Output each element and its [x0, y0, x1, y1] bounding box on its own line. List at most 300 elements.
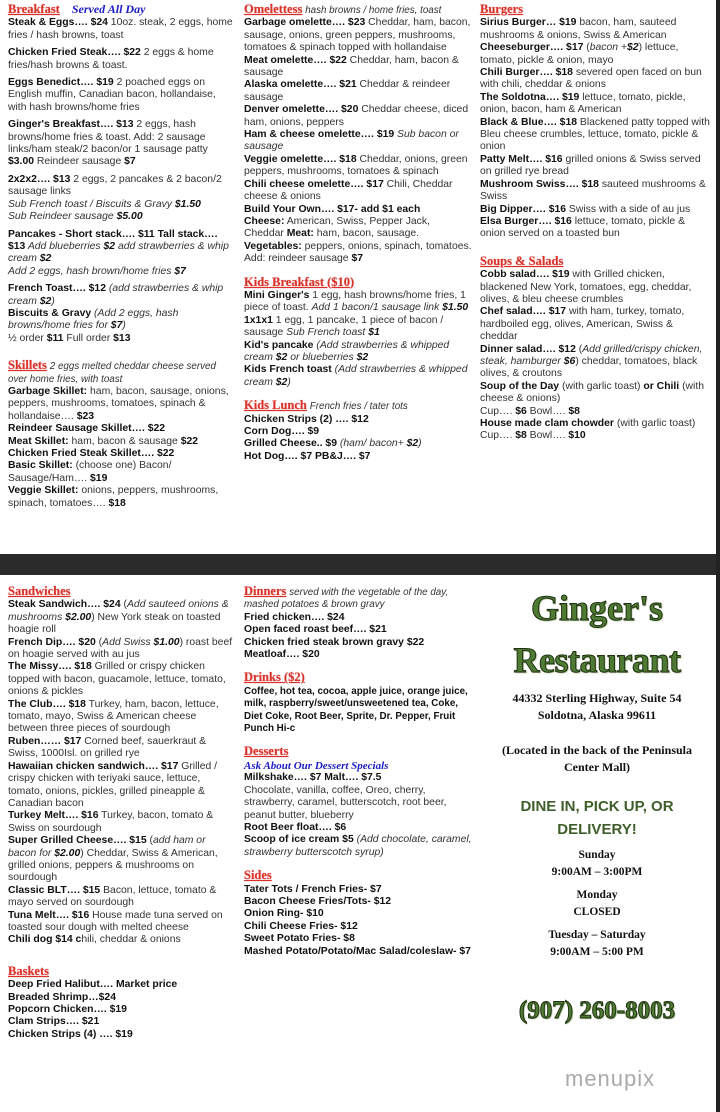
hours-entry [478, 887, 716, 921]
menu-item-text: $1.50 [174, 198, 201, 210]
service-line1: DINE IN, PICK UP, OR [520, 798, 674, 815]
menu-item [8, 661, 236, 698]
menu-item [8, 1029, 236, 1041]
menu-item-text: 1 egg, 1 pancake, 1 piece of bacon / sausage [244, 314, 444, 339]
menu-item-text: ½ order [8, 332, 47, 344]
menu-item-text: (with garlic toast) [613, 418, 696, 429]
menu-item-text: bacon + [589, 42, 627, 54]
menu-item [244, 129, 472, 154]
menu-item-text: (Add 2 eggs, hash browns/home fries for [8, 307, 179, 332]
menu-item [480, 216, 710, 241]
menu-item [8, 599, 236, 636]
phone-number[interactable]: (907) 260-8003 [518, 997, 676, 1024]
menu-item [8, 119, 236, 169]
menu-item [8, 460, 236, 485]
menu-section [480, 255, 710, 443]
menu-item-text: The Soldotna…. $19 [480, 91, 580, 103]
menu-item-text: (with cheese & onions) [480, 380, 705, 405]
menu-item-text: Cup…. [480, 405, 516, 417]
menu-item-text: $7 [174, 265, 186, 277]
menu-item-text: Dinner salad…. $12 [480, 343, 576, 355]
menu-item [244, 896, 472, 908]
menu-item-text: Sirius Burger… $19 [480, 17, 577, 29]
section-title: Burgers [480, 2, 524, 16]
menu-item-text: Chili dog $14 c [8, 934, 82, 946]
section-header [8, 359, 236, 386]
menu-item-text: (Add strawberries & whipped cream [244, 339, 450, 363]
section-title: Soups & Salads [480, 253, 564, 268]
menu-item-text: add strawberries & whip cream [8, 240, 229, 265]
menu-section [8, 359, 236, 510]
menu-item-text: Garbage omelette…. $23 [244, 17, 366, 29]
menu-item [244, 624, 472, 636]
menu-item-text: Add Swiss [102, 636, 154, 648]
section-title: Dinners [244, 584, 287, 598]
menu-item-text: $2 [103, 240, 116, 252]
menu-item-text: Garbage Skillet: [8, 385, 88, 397]
menu-item-text: $7 [351, 253, 364, 265]
menu-item [8, 736, 236, 761]
top-column-2 [244, 3, 472, 473]
menu-item-text: Turkey, ham, bacon, lettuce, tomato, mayo, Swiss & American cheese between three pieces of sourdough [8, 698, 219, 735]
hours-time: CLOSED [573, 906, 621, 918]
menu-item-text: bacon, ham, sauteed mushrooms & onions, Swiss & American [480, 17, 677, 41]
menu-item [8, 485, 236, 510]
menu-item-text: Sub bacon or sausage [244, 129, 459, 153]
watermark-logo: menupix [565, 1066, 656, 1091]
menu-item [244, 686, 472, 736]
section-header [244, 745, 472, 772]
menu-item-text: $22 [180, 435, 199, 447]
section-header [480, 3, 710, 17]
menu-item-text: Cheeseburger…. $17 [480, 42, 584, 54]
menu-item [244, 649, 472, 661]
menu-item-text: ( [95, 636, 103, 648]
menu-item-text: Cheddar, ham, bacon & sausage [244, 54, 459, 79]
menu-item [8, 436, 236, 448]
opening-hours [478, 847, 716, 961]
menu-item [244, 290, 472, 315]
menu-item-text: Chicken fried steak brown gravy $22 [244, 636, 425, 648]
hours-time: 9:00AM – 3:00PM [551, 866, 643, 878]
menu-item-text: $2 [627, 42, 639, 54]
menu-item-text: Bacon, lettuce, tomato & mayo served on sourdough [8, 884, 217, 909]
section-title: Sandwiches [8, 584, 71, 598]
menu-item-text: Veggie omelette…. $18 [244, 153, 357, 165]
menu-section [8, 965, 236, 1041]
menu-item-text: ) cheddar, tomatoes, black olives, & croutons [480, 355, 698, 380]
menu-item-text: Mashed Potato/Potato/Mac Salad/coleslaw- $7 [244, 945, 471, 957]
menu-item [8, 885, 236, 910]
menu-item-text: Coffee, hot tea, cocoa, apple juice, orange juice, milk, raspberry/sweet/unsweetened tea, Coke, Diet Coke, Root Beer, Sprite, Dr. Pepper, Fruit Punch Hi-c [244, 685, 468, 735]
section-title: Drinks ($2) [244, 670, 305, 685]
section-header [480, 255, 710, 269]
menu-item [244, 154, 472, 179]
menu-section [244, 3, 472, 266]
menu-item-text: $6 [515, 405, 527, 417]
menu-item-text: Chili, Cheddar cheese & onions [244, 178, 453, 203]
menu-item-text: Sub French toast [286, 327, 369, 339]
menu-item-text: Tuna Melt…. $16 [8, 909, 90, 921]
menu-item-text: or blueberries [287, 351, 357, 363]
menu-item-text: Fried chicken…. $24 [244, 611, 345, 623]
menu-item-text: Ham & cheese omelette…. $19 [244, 129, 395, 141]
menu-item [480, 204, 710, 216]
menu-item [480, 92, 710, 117]
menu-item-text: Tater Tots / French Fries- $7 [244, 883, 382, 895]
menu-item-text: Chili Cheese Fries- $12 [244, 920, 358, 932]
page-edge [716, 0, 720, 1112]
menu-page-top [0, 0, 716, 554]
menu-item [244, 414, 472, 426]
restaurant-name-line2: Restaurant [513, 640, 681, 680]
menu-item-text: $3.00 [8, 156, 35, 168]
menu-item-text: $1.50 [442, 302, 469, 314]
bottom-column-2 [244, 585, 472, 968]
menu-item-text: (add strawberries & whip cream [8, 283, 224, 307]
location-note-line2: Center Mall) [563, 760, 631, 774]
menu-item-text: hili, cheddar & onions [81, 934, 181, 946]
menu-item-text: ( [120, 599, 127, 611]
menu-item-text: $2 [39, 295, 52, 307]
hours-day: Monday [576, 889, 618, 901]
menu-item-text: Open faced roast beef…. $21 [244, 624, 387, 636]
menu-item-text: Eggs Benedict…. $19 [8, 77, 114, 89]
page-divider [0, 554, 720, 575]
menu-item-text: Cup…. [480, 430, 516, 442]
section-subtitle: Ask About Our Dessert Specials [244, 759, 389, 772]
menu-item-text: Chicken Fried Steak Skillet…. $22 [8, 448, 175, 459]
menu-section [8, 585, 236, 947]
menu-item-text: Steak Sandwich…. $24 [8, 599, 121, 611]
menu-item [244, 315, 472, 340]
section-header [244, 399, 472, 413]
menu-item-text: Corn Dog…. $9 [244, 426, 320, 437]
menu-item-text: Clam Strips…. $21 [8, 1016, 100, 1028]
top-column-1 [8, 3, 236, 519]
section-subtitle: hash browns / home fries, toast [305, 5, 442, 16]
menu-item [8, 386, 236, 423]
section-subtitle: Served All Day [71, 2, 146, 16]
menu-item-text: peppers, onions, spinach, tomatoes. Add: reindeer sausage [244, 240, 472, 265]
menu-item-text: $10 [568, 430, 586, 442]
menu-item-text: Onion Ring- $10 [244, 908, 324, 920]
menu-item-text: Sub Reindeer sausage [8, 211, 117, 223]
menu-item-text: lettuce, tomato, pickle, onion, bacon, ham & American [480, 91, 686, 116]
menu-item-text: Sweet Potato Fries- $8 [244, 933, 355, 945]
hours-time: 9:00AM – 5:00 PM [550, 946, 644, 958]
section-title: Kids Breakfast ($10) [244, 274, 355, 289]
menu-item-text: Reindeer Sausage Skillet…. $22 [8, 423, 166, 435]
menu-item-text: Big Dipper…. $16 [480, 203, 567, 215]
menu-item [8, 810, 236, 835]
location-note-line1: (Located in the back of the Peninsula [501, 743, 692, 757]
section-header [244, 585, 472, 612]
menu-item-text: Steak & Eggs…. $24 [8, 17, 108, 29]
menu-item [244, 884, 472, 896]
section-header [8, 3, 236, 17]
menu-item [244, 834, 472, 859]
menu-item-text: $18 [108, 497, 126, 509]
menu-item-text: Scoop of ice cream $5 [244, 834, 354, 846]
menu-item-text: 10oz. steak, 2 eggs, home fries / hash browns, toast [8, 17, 233, 41]
section-title: Baskets [8, 963, 49, 978]
menu-item [8, 448, 236, 460]
menu-item-text: Kid's pancake [244, 339, 314, 351]
menu-item-text: Black & Blue…. $18 [480, 116, 578, 128]
menu-item-text: Cheddar, onions, green peppers, mushrooms, tomatoes & spinach [244, 153, 468, 178]
menu-item [244, 933, 472, 945]
menu-item [8, 174, 236, 224]
menu-item-text: $8 [515, 430, 527, 442]
menu-item-text: $8 [568, 405, 580, 417]
menu-item-text: House made clam chowder [480, 418, 614, 429]
menu-section [244, 399, 472, 463]
menu-item [8, 761, 236, 811]
menu-item-text: Root Beer float…. $6 [244, 821, 347, 833]
hours-day: Sunday [578, 849, 616, 861]
section-title: Skillets [8, 358, 47, 373]
menu-item-text: $2 [275, 376, 288, 388]
top-column-3 [480, 3, 710, 457]
menu-item-text: Add grilled/crispy chicken, steak, hamburger [480, 343, 703, 367]
menu-item-text: ham, bacon, sausage. [313, 228, 420, 240]
menu-item-text: Full order [63, 332, 114, 344]
menu-item-text: Soup of the Day [480, 380, 560, 392]
menu-item-text: Build Your Own…. $17- add $1 each [244, 203, 421, 215]
menu-item-text: Add blueberries [25, 240, 104, 252]
menu-item [244, 451, 472, 463]
menu-item-text: Chili Burger…. $18 [480, 67, 573, 79]
menu-item-text: Veggie Skillet: [8, 485, 79, 497]
menu-item-text: $1 [368, 327, 380, 339]
menu-item-text: ) [122, 320, 126, 332]
restaurant-name-line1: Ginger's [531, 588, 663, 628]
menu-item-text: Super Grilled Cheese…. $15 [8, 835, 147, 847]
menu-item-text: $7 [124, 156, 136, 168]
menu-item-text: Breaded Shrimp…$24 [8, 991, 116, 1003]
menu-item [244, 772, 472, 784]
menu-item [8, 308, 236, 345]
section-header [244, 869, 472, 883]
menu-item [480, 344, 710, 381]
menu-item [8, 699, 236, 736]
address-line2: Soldotna, Alaska 99611 [537, 708, 657, 722]
menu-item-text: ) [51, 295, 55, 307]
menu-item [8, 910, 236, 935]
menu-item-text: House made tuna served on toasted sour dough with melted cheese [8, 909, 223, 933]
menu-item [480, 418, 710, 443]
menu-item [8, 637, 236, 662]
menu-item-text: $7 [110, 320, 123, 332]
section-header [8, 585, 236, 599]
menu-item-text: ) roast beef on hoagie served with au jus [8, 636, 233, 661]
menu-section [244, 869, 472, 958]
menu-item-text: $11 [46, 332, 64, 344]
menu-item-text: grilled onions & Swiss served on grilled rye bread [480, 153, 701, 178]
menu-item-text: $2.00 [65, 611, 92, 623]
menu-item [8, 17, 236, 42]
menu-item-text: Grilled Cheese.. $9 [244, 438, 337, 450]
menu-item [8, 423, 236, 435]
section-subtitle: served with the vegetable of the day, mashed potatoes & brown gravy [244, 587, 449, 611]
menu-item-text: Vegetables: [244, 240, 302, 252]
menu-item-text: Classic BLT…. $15 [8, 884, 101, 896]
menu-item-text: Elsa Burger…. $16 [480, 215, 572, 227]
restaurant-info [478, 588, 716, 1025]
menu-item-text: Denver omelette…. $20 [244, 104, 359, 116]
menu-item-text: Popcorn Chicken…. $19 [8, 1004, 127, 1015]
menu-item [8, 77, 236, 114]
menu-item-text: ) [287, 376, 291, 388]
hours-entry [478, 847, 716, 881]
menu-item-text: ham, bacon, sausage, onions, peppers, mushrooms, tomatoes, spinach & hollandaise…. [8, 385, 229, 422]
menu-item-text: Sub French toast / Biscuits & Gravy [8, 198, 175, 210]
menu-item-text: Meat: [286, 228, 314, 240]
menu-item-text: Chili cheese omelette…. $17 [244, 178, 384, 190]
menu-item-text: Turkey, bacon, tomato & Swiss on sourdough [8, 810, 214, 834]
section-title: Desserts [244, 744, 289, 759]
menu-item [244, 438, 472, 450]
menu-item-text: Add sauteed onions & mushrooms [8, 599, 229, 623]
menu-item [244, 340, 472, 365]
menu-item [244, 364, 472, 389]
menu-item [480, 269, 710, 306]
menu-item-text: 2 eggs, hash browns/home fries & toast. Add: 2 sausage links/ham steak/2 bacon/or 1 sausage patty [8, 119, 208, 156]
section-header [244, 671, 472, 685]
menu-item-text: Ginger's Breakfast…. $13 [8, 119, 134, 131]
menu-item-text: Hot Dog…. $7 PB&J…. $7 [244, 450, 371, 462]
menu-item-text: $13 [113, 332, 131, 344]
menu-item-text: ) [418, 438, 422, 450]
menu-section [244, 276, 472, 390]
menu-item-text: 1 egg, hash browns/home fries, 1 piece of toast. [244, 289, 466, 314]
menu-item-text: Deep Fried Halibut…. Market price [8, 979, 178, 991]
section-header [244, 3, 472, 17]
menu-section [244, 745, 472, 859]
menu-item-text: The Club…. $18 [8, 698, 86, 710]
section-title: Sides [244, 868, 272, 883]
menu-item-text: 2 eggs & home fries/hash browns & toast. [8, 47, 214, 71]
menu-item-text: ham, bacon & sausage [68, 435, 181, 447]
menu-item-text: or Chili [643, 380, 680, 392]
menu-item [480, 306, 710, 343]
menu-item-text: Reindeer sausage [34, 156, 125, 168]
menu-item-text: $6 [563, 355, 576, 367]
menu-item [244, 241, 472, 266]
menu-item-text: sauteed mushrooms & Swiss [480, 178, 706, 203]
menu-item [244, 612, 472, 624]
menu-item-text: $19 [90, 472, 108, 484]
menu-item-text: Meatloaf…. $20 [244, 649, 320, 661]
menu-item-text: Chicken Strips (2) …. $12 [244, 413, 369, 425]
menu-item-text: Bacon Cheese Fries/Tots- $12 [244, 895, 392, 907]
menu-item-text: Blackened patty topped with Bleu cheese crumbles, lettuce, tomato, pickle & onion [480, 116, 710, 153]
menu-item [480, 117, 710, 154]
menu-item-text: $2 [406, 438, 419, 450]
menu-item-text: Kids French toast [244, 364, 332, 376]
menu-item-text: lettuce, tomato, pickle & onion served on a toasted bun [480, 215, 686, 240]
menu-item-text: Bowl…. [526, 405, 569, 417]
menu-item-text: add ham or bacon for [8, 835, 206, 859]
menu-item-text: $5.00 [116, 211, 143, 223]
menu-item-text: $2 [39, 253, 52, 265]
menu-item-text: Chocolate, vanilla, coffee, Oreo, cherry, strawberry, caramel, butterscotch, root beer, peanut butter, blueberry [244, 784, 447, 821]
menu-item-text: Chef salad…. $17 [480, 306, 567, 318]
menu-item-text: ) lettuce, tomato, pickle & onion, mayo [480, 42, 679, 66]
section-header [244, 276, 472, 290]
section-header [8, 965, 236, 979]
menu-item-text: American, Swiss, Pepper Jack, Cheddar [244, 215, 430, 240]
menu-item [244, 104, 472, 129]
menu-item [244, 79, 472, 104]
section-subtitle: 2 eggs melted cheddar cheese served over home fries, with toast [8, 361, 216, 385]
service-line2: DELIVERY! [557, 821, 637, 838]
menu-item [244, 785, 472, 822]
section-subtitle: French fries / tater tots [309, 401, 408, 413]
menu-item-text: Meat Skillet: [8, 435, 69, 447]
menu-item [244, 426, 472, 438]
menu-item-text: ( [583, 42, 590, 54]
menu-item-text: with Grilled chicken, blackened New York, tomatoes, egg, cheddar, olives, & bleu cheese crumbles [480, 269, 692, 305]
menu-item-text: (ham/ bacon+ [336, 438, 407, 450]
menu-item [244, 908, 472, 920]
menu-item-text: Cheddar cheese, diced ham, onions, peppers [244, 104, 469, 128]
menu-item [480, 67, 710, 92]
menu-item-text: (choose one) Bacon/ Sausage/Ham…. [8, 460, 172, 484]
menu-item-text: Meat omelette…. $22 [244, 54, 347, 66]
menu-item-text: $2 [356, 351, 369, 363]
menu-item-text: $1.00 [153, 636, 180, 648]
section-title: Kids Lunch [244, 398, 307, 413]
menu-item-text: Corned beef, sauerkraut & Swiss, 1000Isl. on grilled rye [8, 735, 207, 760]
menu-item-text: Add 2 eggs, hash brown/home fries [8, 265, 175, 277]
menu-item-text: $2.00 [54, 847, 81, 859]
menu-item-text: Milkshake…. $7 Malt…. $7.5 [244, 772, 382, 784]
menu-item-text: $2 [275, 351, 288, 363]
menu-item [244, 55, 472, 80]
menu-item-text: Mushroom Swiss…. $18 [480, 178, 599, 190]
menu-item [244, 921, 472, 933]
menu-item-text: 2x2x2…. $13 [8, 173, 71, 185]
menu-item [244, 946, 472, 958]
menu-item-text: Grilled or crispy chicken topped with bacon, guacamole, lettuce, tomato, onions & pickles [8, 661, 226, 698]
menu-item [244, 17, 472, 54]
menu-item-text: Bowl…. [526, 430, 569, 442]
menu-item-text: Cheddar & reindeer sausage [244, 79, 451, 103]
menu-item-text: Chicken Strips (4) …. $19 [8, 1028, 133, 1040]
menu-item [480, 381, 710, 418]
menu-item [8, 979, 236, 991]
menu-item [8, 229, 236, 279]
menu-item-text: Basic Skillet: [8, 460, 73, 472]
menu-item-text: ) Cheddar, Swiss & American, grilled onions, peppers & mushrooms on sourdough [8, 847, 218, 884]
menu-item-text: Swiss with a side of au jus [566, 203, 691, 215]
menu-item [480, 179, 710, 204]
menu-item-text: Pancakes - Short stack…. $11 Tall stack…. $13 [8, 228, 218, 252]
menu-item [244, 179, 472, 204]
menu-item [8, 1016, 236, 1028]
menu-item [244, 637, 472, 649]
menu-item-text: ( [146, 835, 153, 847]
menu-item [8, 1004, 236, 1016]
menu-item-text: Patty Melt…. $16 [480, 153, 563, 165]
menu-item [244, 216, 472, 241]
menu-item-text: Mini Ginger's [244, 289, 310, 301]
section-title: Omelettess [244, 2, 303, 16]
menu-section [480, 3, 710, 241]
menu-item-text: Cheddar, ham, bacon, sausage, onions, green peppers, mushrooms, tomatoes & spinach topped with hollandaise [244, 17, 471, 54]
